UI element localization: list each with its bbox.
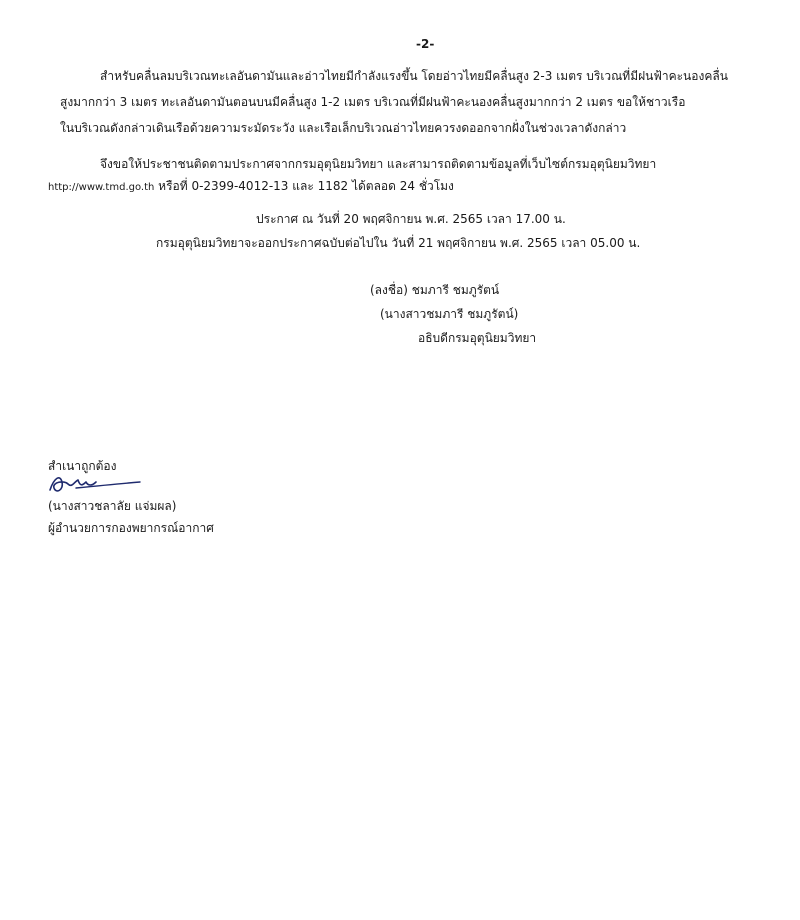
paragraph-1-line-3: ในบริเวณดังกล่าวเดินเรือด้วยความระมัดระวัง และเรือเล็กบริเวณอ่าวไทยควรงดออกจากฝั่งในช่วงเวลาดังกล่าว xyxy=(60,121,627,135)
website-url: http://www.tmd.go.th xyxy=(48,182,155,193)
signature-line: (ลงชื่อ) ชมภารี ชมภูรัตน์ xyxy=(370,283,500,297)
announcement-date: ประกาศ ณ วันที่ 20 พฤศจิกายน พ.ศ. 2565 เวลา 17.00 น. xyxy=(256,212,566,226)
certifier-name: (นางสาวชลาลัย แจ่มผล) xyxy=(48,499,177,513)
paragraph-2-line-1: จึงขอให้ประชาชนติดตามประกาศจากกรมอุตุนิยมวิทยา และสามารถติดตามข้อมูลที่เว็บไซต์กรมอุตุนิยมวิทยา xyxy=(100,157,657,171)
paragraph-1-line-2: สูงมากกว่า 3 เมตร ทะเลอันดามันตอนบนมีคลื่นสูง 1-2 เมตร บริเวณที่มีฝนฟ้าคะนองคลื่นสูงมากกว่า 2 เมตร ขอให้ชาวเรือ xyxy=(60,95,686,109)
signatory-full-name: (นางสาวชมภารี ชมภูรัตน์) xyxy=(380,307,519,321)
certified-copy-label: สำเนาถูกต้อง xyxy=(48,459,117,473)
contact-info: หรือที่ 0-2399-4012-13 และ 1182 ได้ตลอด 24 ชั่วโมง xyxy=(154,179,454,193)
signatory-title: อธิบดีกรมอุตุนิยมวิทยา xyxy=(418,331,537,345)
page-number: -2- xyxy=(416,37,435,51)
next-announcement: กรมอุตุนิยมวิทยาจะออกประกาศฉบับต่อไปใน วันที่ 21 พฤศจิกายน พ.ศ. 2565 เวลา 05.00 น. xyxy=(156,236,641,250)
paragraph-2-line-2 xyxy=(48,178,454,196)
handwritten-signature xyxy=(46,468,146,500)
paragraph-1-line-1: สำหรับคลื่นลมบริเวณทะเลอันดามันและอ่าวไทยมีกำลังแรงขึ้น โดยอ่าวไทยมีคลื่นสูง 2-3 เมตร บริเวณที่มีฝนฟ้าคะนองคลื่น xyxy=(100,69,728,83)
certifier-title: ผู้อำนวยการกองพยากรณ์อากาศ xyxy=(48,521,214,535)
